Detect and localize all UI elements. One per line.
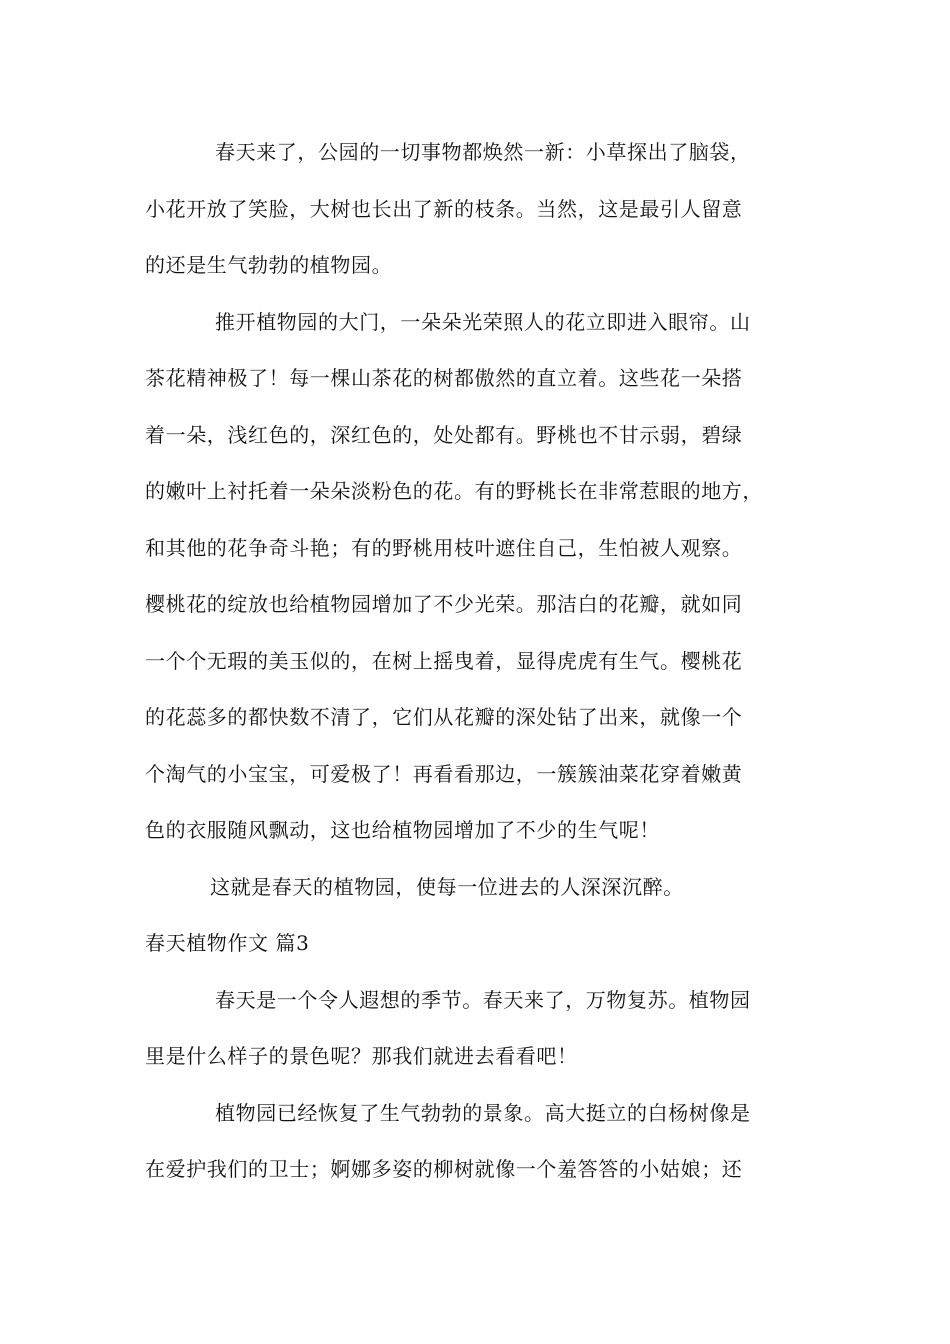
text-line: 着一朵，浅红色的，深红色的，处处都有。野桃也不甘示弱，碧绿 <box>145 423 743 447</box>
text-line: 樱桃花的绽放也给植物园增加了不少光荣。那洁白的花瓣，就如同 <box>145 592 743 616</box>
text-line: 一个个无瑕的美玉似的，在树上摇曳着，显得虎虎有生气。樱桃花 <box>145 649 743 673</box>
section-heading: 春天植物作文 篇3 <box>145 931 310 955</box>
text-line: 推开植物园的大门，一朵朵光荣照人的花立即进入眼帘。山 <box>215 310 751 334</box>
text-line: 和其他的花争奇斗艳；有的野桃用枝叶遮住自己，生怕被人观察。 <box>145 536 743 560</box>
text-line: 植物园已经恢复了生气勃勃的景象。高大挺立的白杨树像是 <box>215 1101 751 1125</box>
text-line: 的还是生气勃勃的植物园。 <box>145 253 393 277</box>
text-line: 春天来了，公园的一切事物都焕然一新：小草探出了脑袋， <box>215 140 751 164</box>
text-line: 里是什么样子的景色呢？那我们就进去看看吧！ <box>145 1044 578 1068</box>
text-line: 的嫩叶上衬托着一朵朵淡粉色的花。有的野桃长在非常惹眼的地方， <box>145 479 763 503</box>
text-line: 的花蕊多的都快数不清了，它们从花瓣的深处钻了出来，就像一个 <box>145 705 743 729</box>
text-line: 个淘气的小宝宝，可爱极了！再看看那边，一簇簇油菜花穿着嫩黄 <box>145 762 743 786</box>
text-line: 这就是春天的植物园，使每一位进去的人深深沉醉。 <box>210 875 684 899</box>
text-line: 色的衣服随风飘动，这也给植物园增加了不少的生气呢！ <box>145 818 660 842</box>
text-line: 茶花精神极了！每一棵山茶花的树都傲然的直立着。这些花一朵搭 <box>145 366 743 390</box>
text-line: 在爱护我们的卫士；婀娜多姿的柳树就像一个羞答答的小姑娘；还 <box>145 1157 743 1181</box>
text-line: 小花开放了笑脸，大树也长出了新的枝条。当然，这是最引人留意 <box>145 197 743 221</box>
text-line: 春天是一个令人遐想的季节。春天来了，万物复苏。植物园 <box>215 988 751 1012</box>
